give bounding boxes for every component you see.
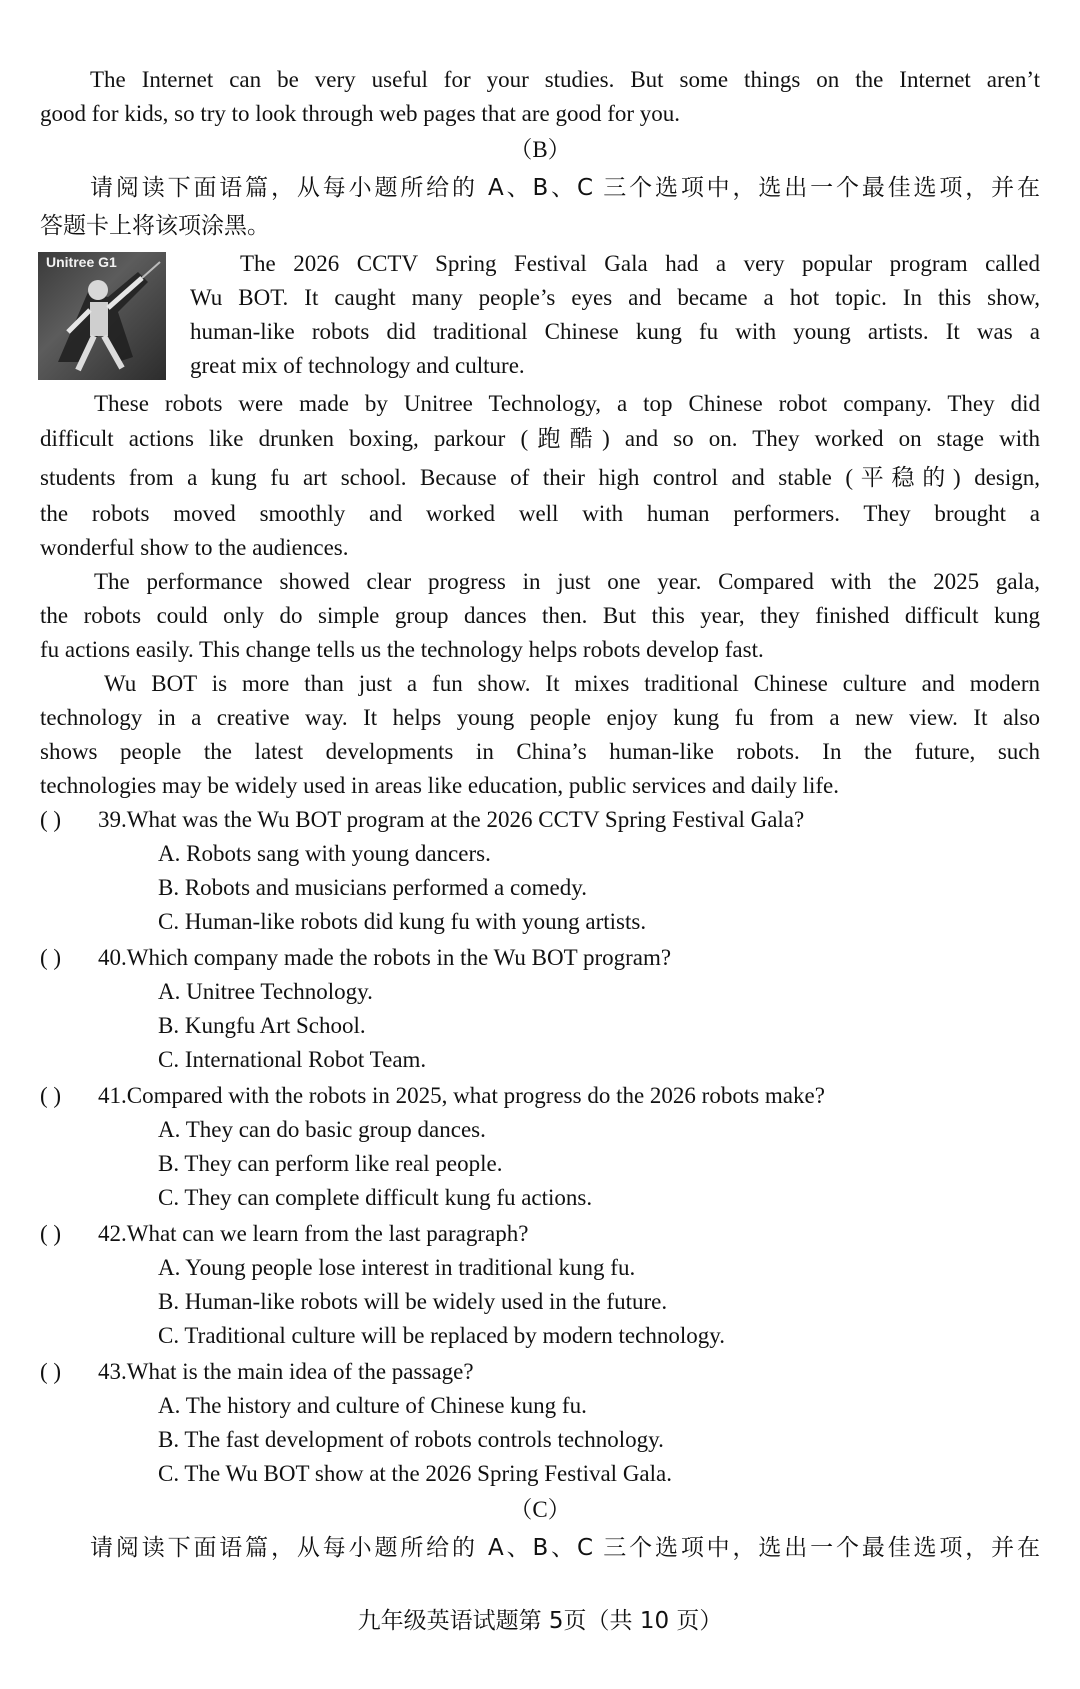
section-b-instruction-1: 请阅读下面语篇，从每小题所给的 A、B、C 三个选项中，选出一个最佳选项，并在 (90, 175, 1040, 201)
passage-line: These robots were made by Unitree Technology, a top Chinese robot company. They did (94, 391, 1040, 416)
answer-blank[interactable]: ( ) (40, 1083, 62, 1108)
passage-line: Wu BOT is more than just a fun show. It mixes traditional Chinese culture and modern (104, 671, 1040, 696)
question-41: 41.Compared with the robots in 2025, what progress do the 2026 robots make? (98, 1083, 825, 1108)
section-b-label: （B） (509, 137, 571, 162)
intro-line-2: good for kids, so try to look through web pages that are good for you. (40, 101, 681, 126)
page-footer: 九年级英语试题第 5页（共 10 页） (357, 1608, 723, 1634)
question-39: 39.What was the Wu BOT program at the 2026 CCTV Spring Festival Gala? (98, 807, 805, 832)
option-42-b[interactable]: B. Human-like robots will be widely used in the future. (158, 1289, 668, 1314)
intro-line-1: The Internet can be very useful for your studies. But some things on the Internet aren’t (90, 67, 1040, 92)
section-b-instruction-2: 答题卡上将该项涂黑。 (40, 213, 270, 239)
option-41-c[interactable]: C. They can complete difficult kung fu actions. (158, 1185, 593, 1210)
option-39-a[interactable]: A. Robots sang with young dancers. (158, 841, 491, 866)
section-c-label: （C） (509, 1497, 571, 1522)
passage-line: fu actions easily. This change tells us the technology helps robots develop fast. (40, 637, 764, 662)
passage-line: the robots moved smoothly and worked well with human performers. They brought a (40, 501, 1040, 526)
option-40-c[interactable]: C. International Robot Team. (158, 1047, 427, 1072)
passage-line: human-like robots did traditional Chinese kung fu with young artists. It was a (190, 319, 1040, 344)
kung-fu-robot-icon (38, 252, 166, 380)
passage-line: great mix of technology and culture. (190, 353, 525, 378)
passage-line: the robots could only do simple group dances then. But this year, they finished difficult kung (40, 603, 1040, 628)
answer-blank[interactable]: ( ) (40, 1221, 62, 1246)
passage-line: shows people the latest developments in China’s human-like robots. In the future, such (40, 739, 1040, 764)
passage-line: technology in a creative way. It helps young people enjoy kung fu from a new view. It also (40, 705, 1040, 730)
option-39-c[interactable]: C. Human-like robots did kung fu with young artists. (158, 909, 647, 934)
option-43-a[interactable]: A. The history and culture of Chinese kung fu. (158, 1393, 587, 1418)
question-40: 40.Which company made the robots in the Wu BOT program? (98, 945, 672, 970)
passage-line: students from a kung fu art school. Because of their high control and stable (平稳的) design, (40, 465, 1040, 490)
question-43: 43.What is the main idea of the passage? (98, 1359, 474, 1384)
answer-blank[interactable]: ( ) (40, 1359, 62, 1384)
answer-blank[interactable]: ( ) (40, 945, 62, 970)
passage-line: difficult actions like drunken boxing, parkour (跑酷) and so on. They worked on stage with (40, 426, 1040, 451)
passage-line: Wu BOT. It caught many people’s eyes and became a hot topic. In this show, (190, 285, 1040, 310)
passage-line: The performance showed clear progress in just one year. Compared with the 2025 gala, (94, 569, 1040, 594)
passage-line: The 2026 CCTV Spring Festival Gala had a very popular program called (240, 251, 1040, 276)
option-41-a[interactable]: A. They can do basic group dances. (158, 1117, 486, 1142)
option-41-b[interactable]: B. They can perform like real people. (158, 1151, 503, 1176)
option-40-b[interactable]: B. Kungfu Art School. (158, 1013, 366, 1038)
answer-blank[interactable]: ( ) (40, 807, 62, 832)
passage-line: technologies may be widely used in areas like education, public services and daily life. (40, 773, 839, 798)
option-43-b[interactable]: B. The fast development of robots controls technology. (158, 1427, 664, 1452)
robot-photo (38, 252, 166, 380)
option-42-a[interactable]: A. Young people lose interest in traditional kung fu. (158, 1255, 636, 1280)
photo-caption: Unitree G1 (46, 254, 117, 270)
section-c-instruction: 请阅读下面语篇，从每小题所给的 A、B、C 三个选项中，选出一个最佳选项，并在 (90, 1535, 1040, 1561)
option-39-b[interactable]: B. Robots and musicians performed a comedy. (158, 875, 588, 900)
question-42: 42.What can we learn from the last paragraph? (98, 1221, 529, 1246)
option-40-a[interactable]: A. Unitree Technology. (158, 979, 373, 1004)
option-42-c[interactable]: C. Traditional culture will be replaced by modern technology. (158, 1323, 725, 1348)
passage-line: wonderful show to the audiences. (40, 535, 349, 560)
option-43-c[interactable]: C. The Wu BOT show at the 2026 Spring Festival Gala. (158, 1461, 672, 1486)
